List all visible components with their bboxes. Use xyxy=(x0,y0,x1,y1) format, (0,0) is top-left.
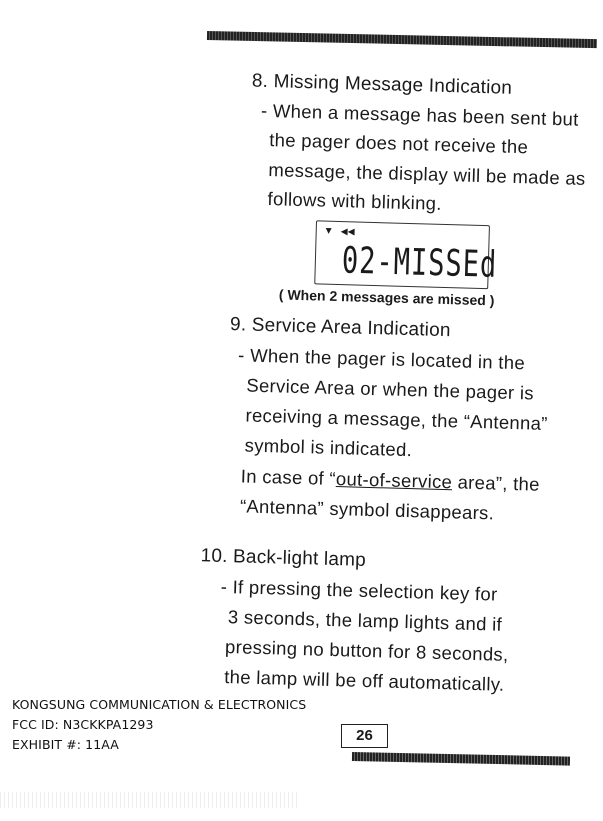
exhibit-number: EXHIBIT #: 11AA xyxy=(12,737,119,752)
out-of-service-term: out-of-service xyxy=(335,468,453,493)
antenna-icon: ▼ xyxy=(323,225,334,237)
section-10-line-1: - If pressing the selection key for xyxy=(220,575,498,605)
lcd-text: 02-MISSEd xyxy=(341,240,498,287)
section-10-heading: 10. Back-light lamp xyxy=(200,545,367,571)
display-caption: ( When 2 messages are missed ) xyxy=(278,286,495,309)
out-of-service-prefix: In case of “ xyxy=(240,465,337,490)
speaker-icon: ◀◀ xyxy=(340,226,355,237)
section-10-line-3: pressing no button for 8 seconds, xyxy=(224,636,509,665)
company-name: KONGSUNG COMMUNICATION & ELECTRONICS xyxy=(12,697,307,712)
page-number: 26 xyxy=(341,724,388,748)
lcd-display xyxy=(314,220,498,289)
section-9-line-4: symbol is indicated. xyxy=(244,434,413,461)
section-8-line-4: follows with blinking. xyxy=(267,188,443,214)
section-9-line-2: Service Area or when the pager is xyxy=(246,374,535,404)
section-9-line-5 xyxy=(241,465,541,495)
scan-noise xyxy=(0,792,300,808)
fcc-id: FCC ID: N3CKKPA1293 xyxy=(12,717,154,732)
section-9-heading: 9. Service Area Indication xyxy=(229,314,451,342)
section-8-line-3: message, the display will be made as xyxy=(268,159,586,189)
section-8-line-2: the pager does not receive the xyxy=(268,129,529,158)
out-of-service-suffix: area”, the xyxy=(451,471,541,495)
section-9-line-3: receiving a message, the “Antenna” xyxy=(245,404,549,434)
section-9-line-1: - When the pager is located in the xyxy=(237,344,526,374)
section-9-line-6: “Antenna” symbol disappears. xyxy=(239,495,495,524)
section-8-heading: 8. Missing Message Indication xyxy=(251,70,513,99)
section-8-line-1: - When a message has been sent but xyxy=(260,99,579,130)
section-10-line-4: the lamp will be off automatically. xyxy=(223,665,505,695)
section-10-line-2: 3 seconds, the lamp lights and if xyxy=(227,606,503,635)
